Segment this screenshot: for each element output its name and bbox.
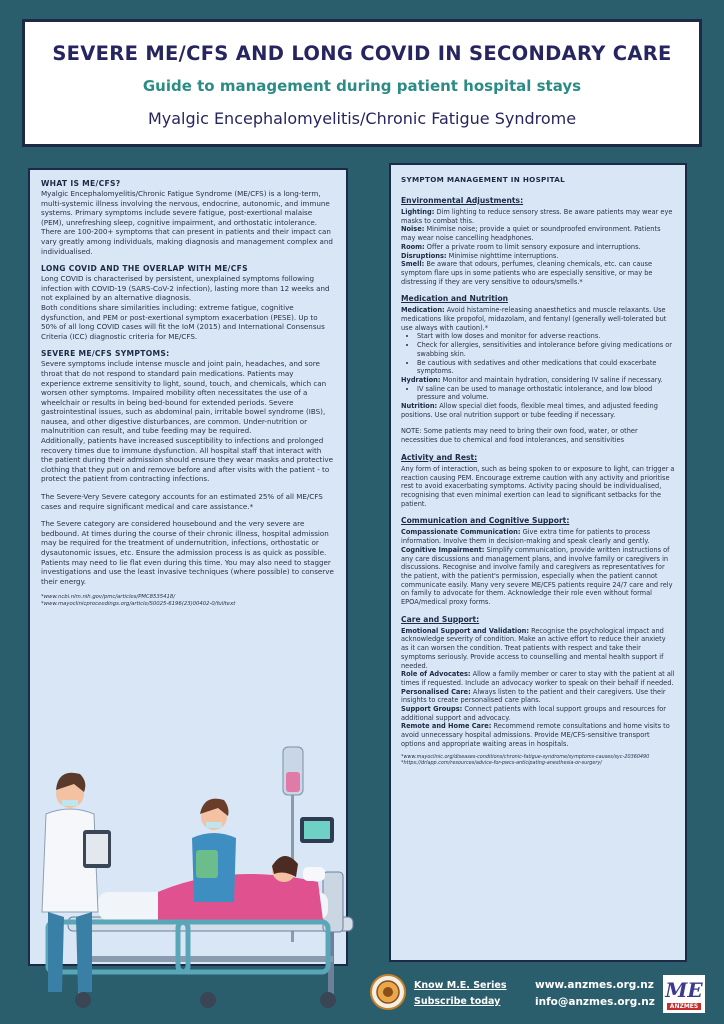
care-personalised: Personalised Care: Always listen to the patient and their caregivers. Use their insights to create personalised care plans. [401, 687, 666, 705]
med-text: Medication: Avoid histamine-releasing anaesthetics and muscle relaxants. Use medications like propofol, midazolam, and fentanyl (generally well-tolerated but use always with caution).* [401, 306, 667, 332]
care-heading: Care and Support: [401, 614, 480, 624]
env-disruptions: Disruptions: Minimise nighttime interruptions. [401, 251, 559, 260]
hydration-text: Hydration: Monitor and maintain hydration, considering IV saline if necessary. [401, 375, 663, 384]
reference-link-4[interactable]: *https://drlapp.com/resources/advice-for-pwcs-anticipating-anesthesia-or-surgery/ [401, 760, 602, 767]
care-support-groups: Support Groups: Connect patients with local support groups and resources for additional support and advocacy. [401, 705, 667, 722]
hydration-list [401, 385, 675, 402]
right-management-panel [389, 163, 687, 962]
env-heading: Environmental Adjustments: [401, 196, 524, 205]
communication-heading: Communication and Cognitive Support: [401, 516, 570, 526]
subscribe-link[interactable]: Subscribe today [414, 996, 501, 1007]
care-remote: Remote and Home Care: Recommend remote consultations and home visits to avoid unnecessary hospital admissions. Provide ME/CFS-sensitive transport options and appropriate waiting areas in hospitals. [401, 722, 670, 748]
activity-text: Any form of interaction, such as being spoken to or exposure to light, can trigger a reaction causing PEM. Encourage extreme caution with any activity and prioritise rest to avoid exacerbating symptoms. Activity pacing should be individualised, recognising that even minimal exertion can lead to significant setbacks for the patient. [401, 464, 675, 508]
section-title-severe-symptoms: SEVERE ME/CFS SYMPTOMS: [41, 349, 170, 359]
reference-link-3[interactable]: *www.mayoclinic.org/diseases-conditions/chronic-fatigue-syndrome/symptoms-causes/syc-20360490 [401, 753, 650, 760]
page-title: SEVERE ME/CFS AND LONG COVID IN SECONDARY CARE [52, 42, 672, 65]
env-lighting: Lighting: Dim lighting to reduce sensory stress. Be aware patients may wear eye masks to combat this. [401, 208, 673, 225]
logo-label: ANZMES [667, 1003, 701, 1010]
care-emotional: Emotional Support and Validation: Recognise the psychological impact and acknowledge severity of condition. Make an active effort to reduce their anxiety as it can worsen the condition. Treat patients with respect and take their symptoms seriously. Provide access to counselling and mental health support if needed. [401, 626, 666, 670]
section-text-severe-4: The Severe category are considered housebound and the very severe are bedbound. At times during the course of their chronic illness, hospital admission may be required for the treatment of undernutrition, infections, orthostatic or dysautonomic issues, etc. Ensure the admission process is as quick as possible. Patients may need to lie flat even during this time. You may also need to stagger investigations and use the least invasive techniques (where possible) to conserve their energy. [41, 519, 334, 586]
section-text-what-is: Myalgic Encephalomyelitis/Chronic Fatigue Syndrome (ME/CFS) is a long-term, multi-systemic illness involving the nervous, endocrine, autonomic, and immune systems. Primary symptoms include severe fatigue, post-exertional malaise (PEM), unrefreshing sleep, cognitive impairment, and orthostatic intolerance. There are 100-200+ symptoms that can present in patients and their impact can vary greatly among individuals, making diagnosis and management complex and individualised. [41, 189, 333, 256]
list-item: • Start with low doses and monitor for adverse reactions. [417, 332, 675, 341]
section-text-severe-1: Severe symptoms include intense muscle and joint pain, headaches, and sore throat that do not respond to standard pain medications. Patients may experience extreme sensitivity to light, sound, touch, and chemicals, which can worsen other symptoms. Impaired mobility often necessitates the use of a wheelchair or results in being bed-bound for extended periods. Severe gastrointestinal issues, such as abdominal pain, irritable bowel syndrome (IBS), nausea, and other digestive disturbances, are common. Under-nutrition or malnutrition can result, and tube feeding may be required. [41, 359, 327, 436]
activity-heading: Activity and Rest: [401, 452, 478, 462]
anzmes-seal-icon [370, 974, 406, 1010]
section-text-severe-2: Additionally, patients have increased susceptibility to infections and prolonged recovery times due to immune dysfunction. All hospital staff that interact with the patient during their admission should ensure they wear masks and protective clothing that they put on and remove before and after visits with the patient - to protect the patient from contracting infections. [41, 436, 333, 484]
nutrition-note: NOTE: Some patients may need to bring their own food, water, or other necessities due to chemical and food intolerances, and sensitivities [401, 427, 638, 445]
management-title: SYMPTOM MANAGEMENT IN HOSPITAL [401, 175, 565, 184]
section-text-severe-3: The Severe-Very Severe category accounts for an estimated 25% of all ME/CFS cases and require significant medical and care assistance.* [41, 492, 323, 511]
env-room: Room: Offer a private room to limit sensory exposure and interruptions. [401, 242, 641, 251]
care-advocates: Role of Advocates: Allow a family member or carer to stay with the patient at all times if requested. Include an advocacy worker to speak on their behalf if needed. [401, 670, 675, 687]
reference-link-1[interactable]: *www.ncbi.nlm.nih.gov/pmc/articles/PMC8535418/ [41, 594, 176, 601]
communication-compassionate: Compassionate Communication: Give extra time for patients to process information. Involve them in decision-making and speak clearly and gently. [401, 528, 651, 546]
page-subtitle: Guide to management during patient hospital stays [142, 77, 582, 95]
section-title-what-is: WHAT IS ME/CFS? [41, 179, 121, 188]
page-subtitle-2: Myalgic Encephalomyelitis/Chronic Fatigue Syndrome [147, 109, 577, 128]
header-banner [22, 19, 702, 147]
website-link[interactable]: www.anzmes.org.nz [535, 979, 654, 991]
env-noise: Noise: Minimise noise; provide a quiet or soundproofed environment. Patients may wear noise cancelling headphones. [401, 225, 661, 243]
med-list [401, 332, 675, 376]
list-item: • IV saline can be used to manage orthostatic intolerance, and low blood pressure and volume. [417, 385, 675, 402]
know-me-series-link[interactable]: Know M.E. Series [414, 980, 507, 991]
nutrition-text: Nutrition: Allow special diet foods, flexible meal times, and adjusted feeding positions. Use oral nutrition support or tube feeding if necessary. [401, 402, 658, 419]
reference-link-2[interactable]: *www.mayoclinicproceedings.org/article/S0025-6196(23)00402-0/fulltext [41, 601, 236, 608]
list-item: • Be cautious with sedatives and other medications that could exacerbate symptoms. [417, 359, 675, 376]
list-item: • Check for allergies, sensitivities and intolerance before giving medications or swabbing skin. [417, 341, 675, 358]
section-text-long-covid-1: Long COVID is characterised by persistent, unexplained symptoms following infection with COVID-19 (SARS-CoV-2 infection), lasting more than 12 weeks and not explained by an alternative diagnosis. [41, 274, 330, 303]
hospital-scene-illustration [28, 742, 358, 1012]
section-text-long-covid-2: Both conditions share similarities including: extreme fatigue, cognitive dysfunction, and PEM or post-exertional symptom exacerbation (PESE). Up to 50% of all long COVID cases will fit the IoM (2015) and International Consensus Criteria (ICC) diagnostic criteria for ME/CFS. [41, 302, 325, 341]
anzmes-logo [663, 975, 705, 1013]
logo-mark: ME [665, 978, 703, 1002]
email-link[interactable]: info@anzmes.org.nz [535, 996, 655, 1008]
section-title-long-covid: LONG COVID AND THE OVERLAP WITH ME/CFS [41, 264, 248, 274]
med-heading: Medication and Nutrition [401, 294, 509, 304]
env-smell: Smell: Be aware that odours, perfumes, cleaning chemicals, etc. can cause symptom flare ups in some patients who are especially sensitive, or may be distressing if they are very sensitive to odours/smells.* [401, 260, 653, 286]
communication-cognitive: Cognitive Impairment: Simplify communication, provide written instructions of any care discussions and management plans, and involve family or caregivers in discussions. Recognise and involve family and caregivers as representatives for the patient, with the patient's permission, especially when the patient cannot communicate easily. Many very severe ME/CFS patients require 24/7 care and rely on family to advocate for them. Acknowledge their role even without formal EPOA/medical proxy forms. [401, 545, 673, 607]
